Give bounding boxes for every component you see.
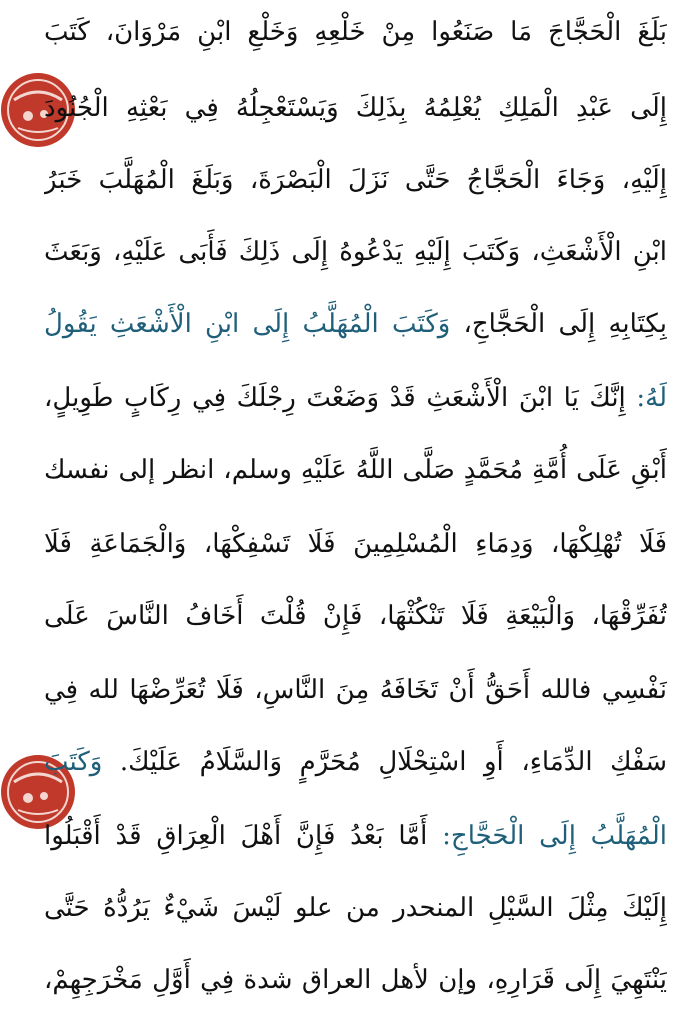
text-line	[44, 294, 667, 354]
text-line	[44, 150, 667, 210]
text-span: إِلَيْكَ مِثْلَ السَّيْلِ المنحدر من علو لَيْسَ شَيْءٌ يَرُدُّهُ حَتَّى	[44, 893, 667, 923]
text-line	[44, 950, 667, 1010]
text-span: يَنْتَهِيَ إِلَى قَرَارِهِ، وإن لأهل العراق شدة فِي أَوَّلِ مَخْرَجِهِمْ،	[44, 965, 667, 995]
text-line	[44, 2, 667, 62]
text-line	[44, 878, 667, 938]
text-span: إِلَى عَبْدِ الْمَلِكِ يُعْلِمُهُ بِذَلِكَ وَيَسْتَعْجِلُهُ فِي بَعْثِهِ الْجُنُودَ	[44, 93, 667, 123]
text-line	[44, 732, 667, 792]
text-line	[44, 440, 667, 500]
text-span: إِلَيْهِ، وَجَاءَ الْحَجَّاجُ حَتَّى نَزَلَ الْبَصْرَةَ، وَبَلَغَ الْمُهَلَّبَ خَبَرُ	[44, 165, 667, 195]
text-span: تُفَرِّقْهَا، وَالْبَيْعَةِ فَلَا تَنْكُثْهَا، فَإِنْ قُلْتَ أَخَافُ النَّاسَ عَلَى	[44, 601, 667, 631]
text-span: بِكِتَابِهِ إِلَى الْحَجَّاجِ،	[450, 309, 667, 339]
text-span: فَلَا تُهْلِكْهَا، وَدِمَاءِ الْمُسْلِمِينَ فَلَا تَسْفِكْهَا، وَالْجَمَاعَةِ فَلَا	[44, 529, 667, 559]
text-line	[44, 586, 667, 646]
text-span: ابْنِ الْأَشْعَثِ، وَكَتَبَ إِلَيْهِ يَدْعُوهُ إِلَى ذَلِكَ فَأَبَى عَلَيْهِ، وَبَعَثَ	[44, 237, 667, 267]
highlighted-text: لَهُ:	[636, 383, 667, 413]
text-span: أَبْقِ عَلَى أُمَّةِ مُحَمَّدٍ صَلَّى اللَّهُ عَلَيْهِ وسلم، انظر إلى نفسك	[44, 455, 667, 485]
text-line	[44, 78, 667, 138]
text-line	[44, 806, 667, 866]
text-line	[44, 368, 667, 428]
highlighted-text: وَكَتَبَ	[44, 747, 103, 777]
highlighted-text: الْمُهَلَّبُ إِلَى الْحَجَّاجِ:	[442, 821, 667, 851]
text-line	[44, 660, 667, 720]
text-line	[44, 222, 667, 282]
highlighted-text: وَكَتَبَ الْمُهَلَّبُ إِلَى ابْنِ الْأَشْعَثِ يَقُولُ	[44, 309, 451, 339]
text-span: نَفْسِي فالله أَحَقُّ أَنْ تَخَافَهُ مِنَ النَّاسِ، فَلَا تُعَرِّضْهَا لله فِي	[44, 675, 667, 705]
text-span: سَفْكِ الدِّمَاءِ، أَوِ اسْتِحْلَالِ مُحَرَّمٍ وَالسَّلَامُ عَلَيْكَ.	[102, 747, 667, 777]
text-span: أَمَّا بَعْدُ فَإِنَّ أَهْلَ الْعِرَاقِ قَدْ أَقْبَلُوا	[44, 821, 443, 851]
text-span: إِنَّكَ يَا ابْنَ الْأَشْعَثِ قَدْ وَضَعْتَ رِجْلَكَ فِي رِكَابٍ طَوِيلٍ،	[44, 383, 637, 413]
text-span: بَلَغَ الْحَجَّاجَ مَا صَنَعُوا مِنْ خَلْعِهِ وَخَلْعِ ابْنِ مَرْوَانَ، كَتَبَ	[44, 17, 667, 47]
text-line	[44, 514, 667, 574]
